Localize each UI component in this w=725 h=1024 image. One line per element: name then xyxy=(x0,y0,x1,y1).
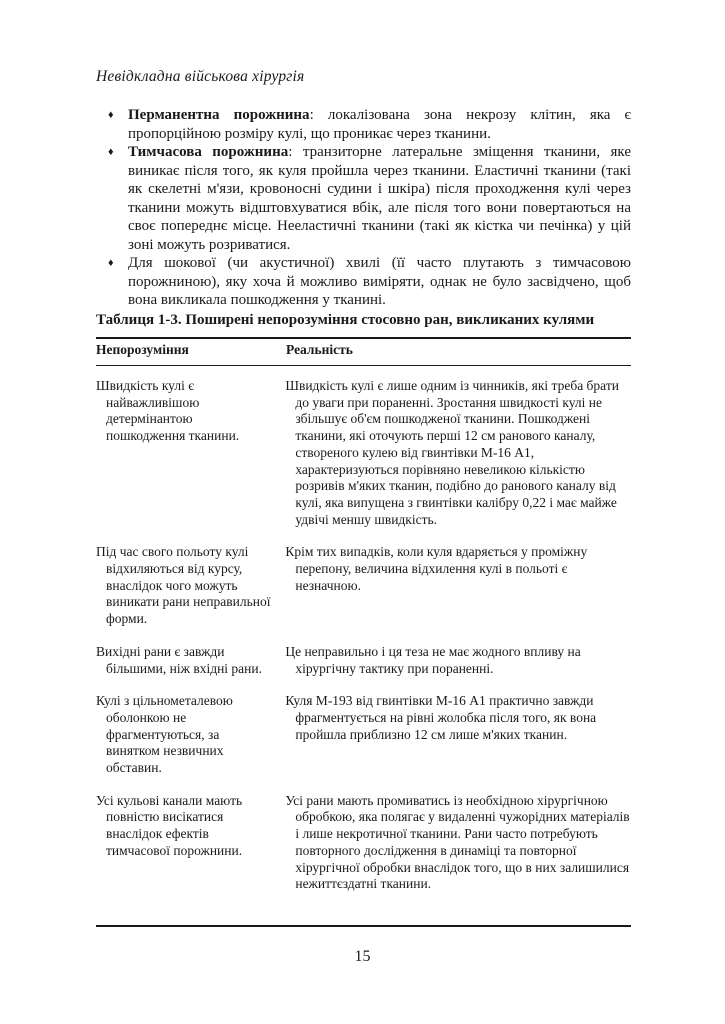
myth-cell: Кулі з цільнометалевою оболонкою не фрагментуються, за винятком незвичних обставин. xyxy=(96,693,233,776)
diamond-bullet-icon: ♦ xyxy=(108,109,114,121)
table-top-rule xyxy=(96,337,631,339)
bullet-item xyxy=(108,106,631,143)
fact-cell: Швидкість кулі є лише одним із чинників, які треба брати до уваги при пораненні. Зростання швидкості кулі не збільшує об'єм пошкодженої тканини. Пошкоджені тканини, які оточують перші 12 см ранового каналу, створеного кулею від гвинтівки М-16 А1, характеризуються порівняно невеликою кількістю розривів м'яких тканин, подібно до ранового каналу від кулі, яка випущена з гвинтівки калібру 0,22 і має майже удвічі меншу швидкість. xyxy=(285,378,619,527)
bullet-term: Перманентна порожнина xyxy=(128,107,310,123)
myth-cell: Під час свого польоту кулі відхиляються від курсу, внаслідок чого можуть виникати рани неправильної форми. xyxy=(96,544,271,627)
bullet-text: : транзиторне латеральне зміщення тканини, яке виникає після того, як куля пройшла через тканини. Еластичні тканини (такі як скелетні м'язи, кровоносні судини і шкіра) після проходження кулі через тканини можуть відштовхуватися вбік, але після того вони повертаються на своє попереднє місце. Нееластичні тканини (такі як кістка чи печінка) у цій зоні можуть розриватися. xyxy=(128,144,631,253)
bullet-text: : локалізована зона некрозу клітин, яка є пропорційною розміру кулі, що проникає через тканини. xyxy=(128,107,631,142)
diamond-bullet-icon: ♦ xyxy=(108,257,114,269)
running-head: Невідкладна військова хірургія xyxy=(96,68,305,85)
table-row xyxy=(96,544,631,628)
table-header-myth: Непорозуміння xyxy=(96,342,189,357)
table-header-rule xyxy=(96,365,631,366)
bullet-list xyxy=(108,106,631,310)
table-row xyxy=(96,644,631,677)
table-row xyxy=(96,693,631,777)
diamond-bullet-icon: ♦ xyxy=(108,146,114,158)
table-body xyxy=(96,378,631,909)
myth-cell: Усі кульові канали мають повністю висікатися внаслідок ефектів тимчасової порожнини. xyxy=(96,792,243,858)
table-row xyxy=(96,378,631,528)
bullet-item xyxy=(108,143,631,254)
fact-cell: Усі рани мають промиватись із необхідною хірургічною обробкою, яка полягає у видаленні чужорідних матеріалів і лише некротичної тканини. Рани часто потребують повторного дослідження в динаміці та повторної хірургічної обробки внаслідок того, що в них залишилися нежиттєздатні тканини. xyxy=(285,792,630,892)
fact-cell: Це неправильно і ця теза не має жодного впливу на хірургічну тактику при пораненні. xyxy=(285,643,581,676)
table-header-fact: Реальність xyxy=(286,342,353,357)
table-row xyxy=(96,793,631,893)
bullet-item xyxy=(108,254,631,310)
fact-cell: Крім тих випадків, коли куля вдаряється у проміжну перепону, величина відхилення кулі в польоті є незначною. xyxy=(285,544,588,593)
table-bottom-rule xyxy=(96,925,631,927)
fact-cell: Куля М-193 від гвинтівки М-16 А1 практично завжди фрагментується на рівні жолобка після того, як вона пройшла приблизно 12 см лише м'яких тканин. xyxy=(285,693,597,742)
table-caption: Таблиця 1-3. Поширені непорозуміння стосовно ран, викликаних кулями xyxy=(96,312,595,328)
bullet-term: Тимчасова порожнина xyxy=(128,144,289,160)
page-number: 15 xyxy=(354,948,371,965)
myth-cell: Швидкість кулі є найважливішою детермінантою пошкодження тканини. xyxy=(96,378,240,444)
bullet-text: Для шокової (чи акустичної) хвилі (її часто плутають з тимчасовою порожниною), яку хоча й можливо виміряти, однак не було засвідчено, щоб вона викликала пошкодження у тканині. xyxy=(128,255,631,308)
myth-cell: Вихідні рани є завжди більшими, ніж вхідні рани. xyxy=(96,643,262,676)
